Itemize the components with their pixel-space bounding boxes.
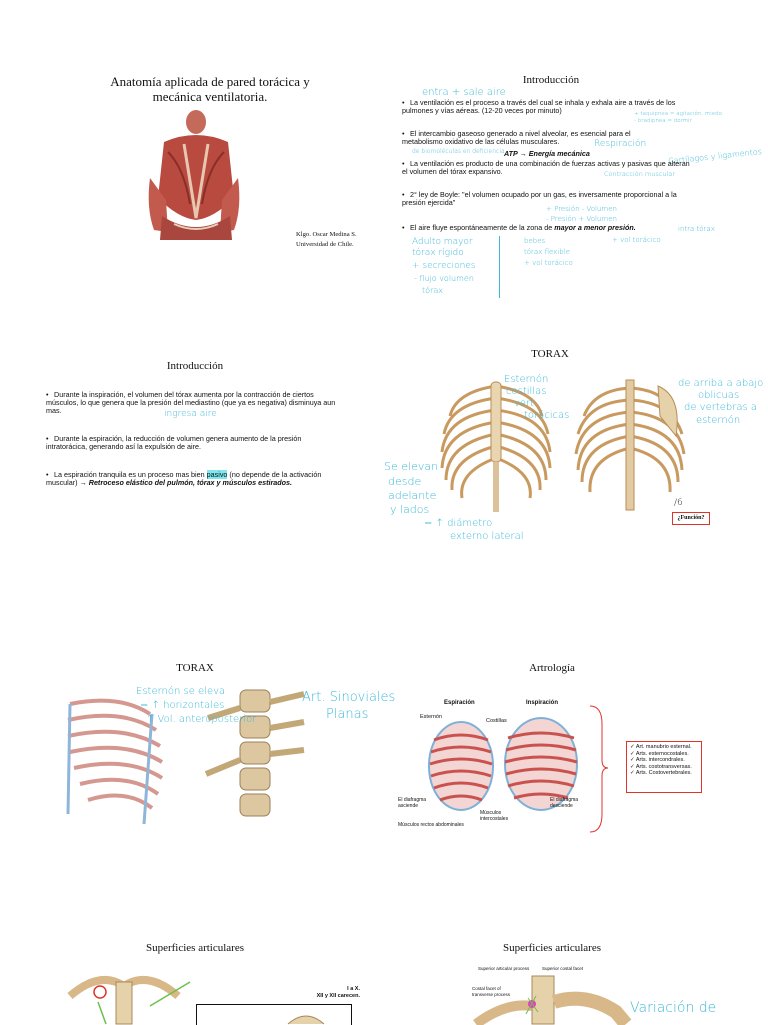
note-box [196,1004,352,1025]
checklist-item: ✓ Arts. esternocostales. [630,750,689,757]
hand-note-vol-toracico: + vol torácico [612,236,661,244]
hand-note-adulto-5: tórax [422,286,443,295]
thoracic-vertebra-figure [476,972,626,1024]
hand-note-intratorax: intra tórax [678,225,715,233]
bullet-1-text: La ventilación es el proceso a través del cual se inhala y exhala aire a través de los pulmones y vías aéreas. (12-20 veces por minuto) [402,98,676,116]
s3-bullet-3-b: (no depende de la activación muscular) [46,470,322,488]
vertebra-detail-figure [286,1008,326,1024]
bullet-5-bold: mayor a menor presión. [554,223,636,232]
hand-note-taquipnea: + taquipnea = agitación, miedo [634,111,722,117]
slide-1 [60,60,380,270]
bracket-line [588,704,608,834]
label-diafragma-asc: El diafragma asciende [398,797,427,809]
author-name: Klgo. Oscar Medina S. [296,231,357,238]
slide-2-title: Introducción [522,74,580,86]
label-costal-facet: Costal facet of transverse process [472,986,511,997]
slide-8-title: Superficies articulares [502,942,602,954]
s3-bullet-2-text: Durante la espiración, la reducción de volumen genera aumento de la presión intratorácica, generando así la expulsión de aire. [46,434,302,452]
hand-note-bebes-2: tórax flexible [524,248,570,256]
hand-note-adulto-4: - flujo volumen [414,274,474,283]
highlight-pasivo: pasivo [206,470,228,479]
author-affiliation: Universidad de Chile. [296,241,354,248]
title-line-1: Anatomía aplicada de pared torácica y [110,74,310,89]
note-line-2: XII y XII carecen. [316,993,360,999]
note-text [290,986,360,1000]
hand-note-entra-sale: entra + sale aire [422,87,506,98]
note-line-1: I a X. [347,986,360,992]
checklist-item: ✓ Art. manubrio esternal. [630,744,692,750]
label-esternon: Esternón [420,714,443,720]
funcion-box [672,512,710,525]
hand-elevan-1: Se elevan [384,460,439,473]
slide-1-title [60,74,360,104]
hand-esternon-eleva: Esternón se eleva [136,686,226,697]
author-block [296,230,386,250]
thorax-front-figure [436,376,556,516]
s3-bullet-1-text: Durante la inspiración, el volumen del tórax aumenta por la contracción de ciertos músculos, lo que genera que la presión del mediastino (que ya es negativa) disminuya aun mas. [46,390,336,416]
hand-elevan-3: adelante [388,489,437,502]
slide-3 [40,350,360,520]
label-espiracion: Espiración [444,700,475,706]
hand-note-contraccion: Contracción muscular [604,170,675,178]
hand-elevan-2: desde [388,475,422,488]
hand-diametro-2: externo lateral [450,531,524,542]
slide-4-title: TORAX [531,348,569,360]
bullet-1: • La ventilación es el proceso a través del cual se inhala y exhala aire a través de los pulmones y vías aéreas. (12-20 veces por minuto) [402,98,676,116]
bullet-5-text: El aire fluye espontáneamente de la zona de [410,223,553,232]
hand-note-cartilagos: Cartílagos y ligamentos [667,147,763,166]
articulations-checklist [626,741,702,793]
bullet-4: • 2° ley de Boyle: "el volumen ocupado por un gas, es inversamente proporcional a la presión ejercida" [402,190,677,208]
title-line-2: mecánica ventilatoria. [152,89,268,104]
checklist-item: ✓ Arts. Costovertebrales. [630,770,692,777]
slide-8 [392,930,768,1024]
s3-bullet-1: • Durante la inspiración, el volumen del tórax aumenta por la contracción de ciertos músculos, lo que genera que la presión del mediastino (que ya es negativa) disminuya aun mas. [46,390,336,416]
s3-bullet-3-a: La espiración tranquila es un proceso mas bien [54,470,205,479]
label-sup-art: Superior articular process [478,966,530,971]
hand-note-ingresa-aire: ingresa aire [164,409,217,419]
hand-arriba-4: esternón [696,415,741,426]
hand-note-presion-1: + Presión - Volumen [546,205,617,213]
page-mark: /6 [674,498,683,508]
slide-5-title: TORAX [176,662,214,674]
hand-arriba-2: oblicuas [698,390,740,401]
hand-note-presion-2: - Presión + Volumen [546,215,617,223]
hand-note-adulto-2: tórax rígido [412,248,464,258]
checklist-item-text: Arts. intercondrales. [635,757,685,764]
checklist-item: ✓ Arts. intercondrales. [630,757,685,764]
hand-note-bradipnea: - bradipnea = dormir [634,118,692,124]
hand-variacion: Variación de [630,1000,717,1016]
hand-toracicas: torácicas [524,410,570,421]
slide-2 [396,60,768,310]
hand-horizontales: = ↑ horizontales [140,700,225,711]
hand-art-sinoviales: Art. Sinoviales [302,690,396,705]
checklist-item-text: Arts. costotransversas. [635,763,692,770]
bullet-4-text: 2° ley de Boyle: "el volumen ocupado por un gas, es inversamente proporcional a la presión ejercida" [402,190,677,208]
label-musculos-abd: Músculos rectos abdominales [398,822,464,828]
label-diafragma-desc: El diafragma desciende [550,797,579,809]
hand-divider-line [499,236,500,298]
muscle-anatomy-figure [144,108,244,244]
checklist-item-text: Arts. Costovertebrales. [635,770,692,777]
bullet-3: • La ventilación es producto de una combinación de fuerzas activas y pasivas que alteran el volumen del tórax expansivo. [402,159,690,177]
hand-note-biomoleculas: de biomoléculas en deficiencia [412,148,505,155]
hand-note-adulto-3: + secreciones [412,261,476,271]
label-sup-cost: Superior costal facet [542,966,584,971]
atp-line: ATP → Energía mecánica [504,149,590,158]
thorax-back-figure [570,376,690,516]
s3-bullet-3-c: → Retroceso elástico del pulmón, tórax y músculos estirados. [79,478,293,488]
slide-6 [392,650,768,850]
bullet-2-text: El intercambio gaseoso generado a nivel alveolar, es esencial para el metabolismo oxidativo de las células musculares. [402,129,631,147]
hand-elevan-4: y lados [390,503,430,516]
bullet-2: • El intercambio gaseoso generado a nivel alveolar, es esencial para el metabolismo oxidativo de las células musculares. [402,129,631,147]
hand-esternon: Esternón [504,374,549,385]
hand-vert: vert. [514,398,538,409]
funcion-label: ¿Función? [677,515,705,521]
checklist-item-text: Art. manubrio esternal. [635,744,692,750]
slide-7-title: Superficies articulares [145,942,245,954]
hand-costillas: costillas [506,386,547,397]
s3-bullet-2: • Durante la espiración, la reducción de volumen genera aumento de la presión intratorácica, generando así la expulsión de aire. [46,434,302,452]
hand-note-adulto-1: Adulto mayor [412,237,473,247]
slide-7 [40,930,380,1024]
s3-bullet-3: • La espiración tranquila es un proceso mas bien pasivo (no depende de la activación muscular) → Retroceso elástico del pulmón, tórax y músculos estirados. [46,470,322,488]
slide-5 [40,650,396,850]
label-inspiracion: Inspiración [526,700,559,706]
checklist-item-text: Arts. esternocostales. [635,750,689,757]
bullet-3-text: La ventilación es producto de una combinación de fuerzas activas y pasivas que alteran el volumen del tórax expansivo. [402,159,690,177]
checklist-item: ✓ Arts. costotransversas. [630,763,692,770]
slide-4 [380,340,768,550]
slide-6-title: Artrología [529,662,575,674]
hand-diametro-1: = ↑ diámetro [424,518,493,529]
slide-3-title: Introducción [166,360,224,372]
bullet-5: • El aire fluye espontáneamente de la zona de mayor a menor presión. [402,223,636,232]
hand-vol-antero: ↑ Vol. anteroposterior [146,714,257,725]
hand-arriba-3: de vertebras a [684,402,758,413]
label-costillas: Costillas [486,718,507,724]
hand-arriba-1: de arriba a abajo [678,378,764,389]
hand-note-bebes-1: bebes [524,237,546,245]
costovertebral-figure [60,966,190,1024]
hand-planas: Planas [326,707,369,722]
label-musculos-inter: Músculos intercostales [480,810,509,822]
hand-note-respiracion: Respiración [594,139,647,149]
hand-note-bebes-3: + vol torácico [524,259,573,267]
